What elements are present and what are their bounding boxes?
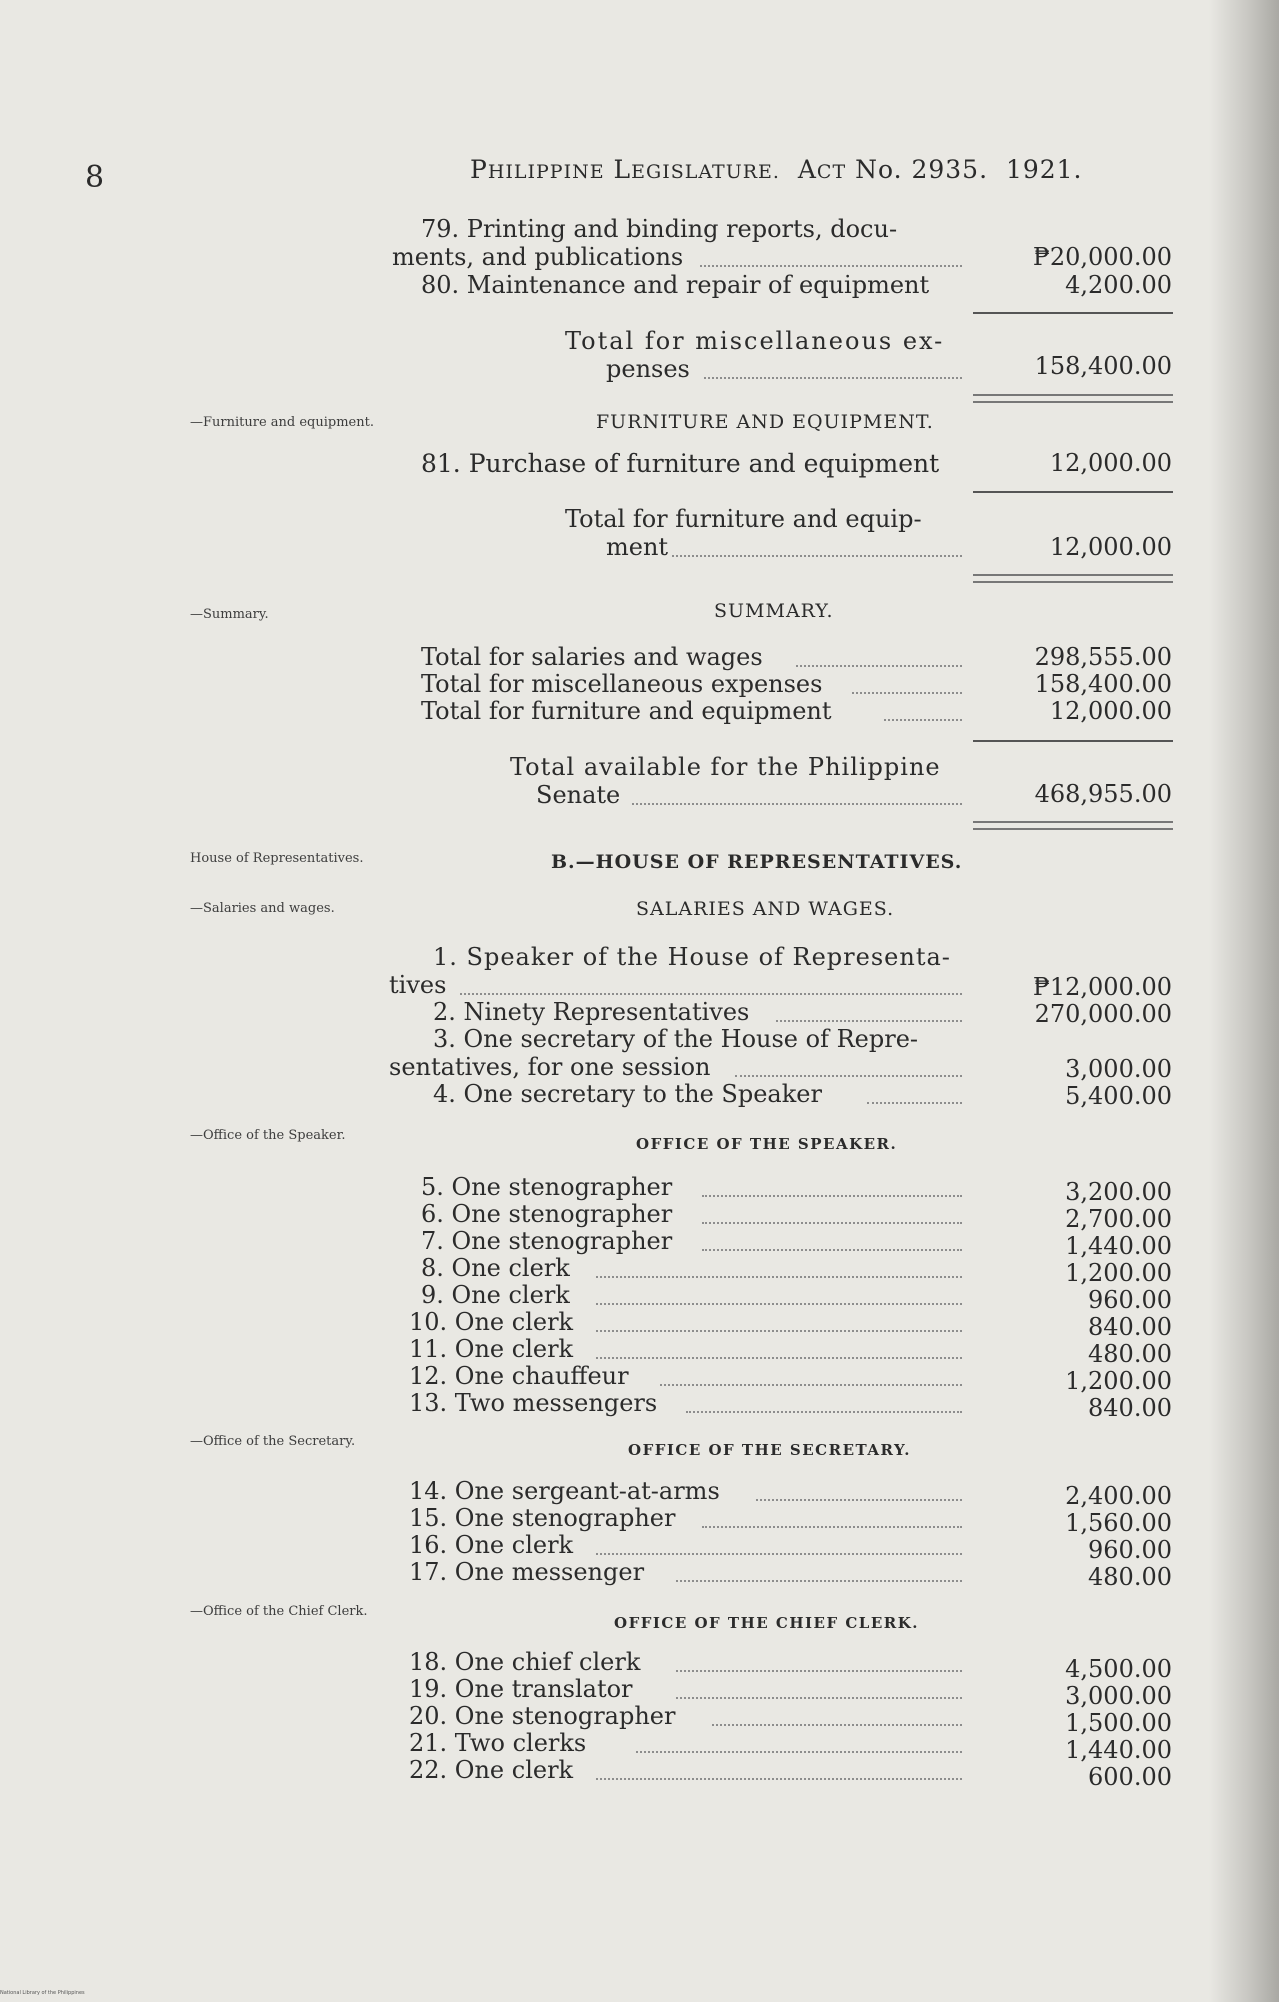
speaker-row: 11. One clerk: [409, 1335, 574, 1363]
leader-dots: [735, 1075, 962, 1077]
item-79-amount: ₱20,000.00: [1032, 243, 1172, 271]
chief-clerk-row-amount: 1,440.00: [1065, 1736, 1172, 1764]
heading-house: B.—HOUSE OF REPRESENTATIVES.: [551, 851, 963, 873]
heading-summary: SUMMARY.: [714, 600, 834, 622]
house-item-1-amount: ₱12,000.00: [1032, 973, 1172, 1001]
total-double-rule: [973, 394, 1173, 403]
summary-row-3: Total for furniture and equipment: [421, 697, 832, 725]
act-number: No. 2935.: [855, 155, 989, 184]
margin-note-salaries: —Salaries and wages.: [190, 901, 335, 916]
leader-dots: [596, 1303, 962, 1305]
leader-dots: [596, 1553, 962, 1555]
chief-clerk-row: 18. One chief clerk: [409, 1648, 641, 1676]
secretary-row-amount: 1,560.00: [1065, 1509, 1172, 1537]
chief-clerk-row: 22. One clerk: [409, 1756, 574, 1784]
house-item-4: 4. One secretary to the Speaker: [433, 1080, 822, 1108]
speaker-row: 13. Two messengers: [409, 1389, 658, 1417]
chief-clerk-row-amount: 4,500.00: [1065, 1655, 1172, 1683]
secretary-row: 17. One messenger: [409, 1558, 645, 1586]
item-81-amount: 12,000.00: [1049, 449, 1172, 477]
margin-note-chief-clerk: —Office of the Chief Clerk.: [190, 1604, 368, 1619]
margin-note-secretary: —Office of the Secretary.: [190, 1434, 356, 1449]
leader-dots: [596, 1778, 962, 1780]
speaker-row-amount: 840.00: [1088, 1313, 1172, 1341]
leader-dots: [867, 1102, 962, 1104]
year: 1921.: [1005, 155, 1083, 184]
senate-total-amount: 468,955.00: [1034, 780, 1172, 808]
furniture-total-line1: Total for furniture and equip-: [565, 505, 922, 533]
leader-dots: [884, 719, 962, 721]
leader-dots: [702, 1222, 962, 1224]
furniture-total-amount: 12,000.00: [1049, 533, 1172, 561]
leader-dots: [676, 1670, 962, 1672]
scan-footnote: National Library of the Philippines: [0, 1990, 85, 1996]
speaker-row: 6. One stenographer: [421, 1200, 673, 1228]
speaker-row-amount: 960.00: [1088, 1286, 1172, 1314]
leader-dots: [704, 377, 962, 379]
item-79-line1: 79. Printing and binding reports, docu-: [421, 215, 898, 243]
margin-note-summary: —Summary.: [190, 607, 269, 622]
furniture-total-line2: ment: [606, 533, 669, 561]
leader-dots: [796, 665, 962, 667]
house-item-3-amount: 3,000.00: [1065, 1055, 1172, 1083]
leader-dots: [712, 1724, 962, 1726]
heading-furniture: FURNITURE AND EQUIPMENT.: [596, 411, 934, 433]
leader-dots: [702, 1249, 962, 1251]
page-number: 8: [85, 160, 105, 195]
summary-row-3-amount: 12,000.00: [1049, 697, 1172, 725]
chief-clerk-row-amount: 1,500.00: [1065, 1709, 1172, 1737]
total-double-rule: [973, 574, 1173, 583]
leader-dots: [776, 1020, 962, 1022]
item-80: 80. Maintenance and repair of equipment: [421, 271, 930, 299]
leader-dots: [756, 1499, 962, 1501]
senate-total-line2: Senate: [536, 781, 621, 809]
speaker-row: 5. One stenographer: [421, 1173, 673, 1201]
leader-dots: [596, 1330, 962, 1332]
item-79-line2: ments, and publications: [392, 243, 684, 271]
leader-dots: [676, 1580, 962, 1582]
leader-dots: [702, 1526, 962, 1528]
leader-dots: [700, 265, 962, 267]
speaker-row: 7. One stenographer: [421, 1227, 673, 1255]
leader-dots: [676, 1697, 962, 1699]
leader-dots: [852, 692, 962, 694]
secretary-row-amount: 960.00: [1088, 1536, 1172, 1564]
margin-note-furniture: —Furniture and equipment.: [190, 415, 374, 430]
chief-clerk-row: 19. One translator: [409, 1675, 633, 1703]
leader-dots: [636, 1751, 962, 1753]
leader-dots: [632, 803, 962, 805]
house-item-4-amount: 5,400.00: [1065, 1082, 1172, 1110]
house-item-1-line1: 1. Speaker of the House of Representa-: [433, 943, 951, 971]
house-item-2-amount: 270,000.00: [1034, 1000, 1172, 1028]
leader-dots: [596, 1276, 962, 1278]
leader-dots: [672, 555, 962, 557]
house-item-2: 2. Ninety Representatives: [433, 998, 750, 1026]
speaker-row-amount: 480.00: [1088, 1340, 1172, 1368]
heading-secretary-office: OFFICE OF THE SECRETARY.: [628, 1441, 911, 1459]
speaker-row-amount: 2,700.00: [1065, 1205, 1172, 1233]
chief-clerk-row-amount: 3,000.00: [1065, 1682, 1172, 1710]
speaker-row-amount: 3,200.00: [1065, 1178, 1172, 1206]
speaker-row-amount: 840.00: [1088, 1394, 1172, 1422]
secretary-row: 14. One sergeant-at-arms: [409, 1477, 720, 1505]
secretary-row: 16. One clerk: [409, 1531, 574, 1559]
speaker-row-amount: 1,200.00: [1065, 1259, 1172, 1287]
summary-row-2: Total for miscellaneous expenses: [421, 670, 823, 698]
heading-salaries: SALARIES AND WAGES.: [636, 898, 895, 920]
leader-dots: [596, 1357, 962, 1359]
speaker-row: 9. One clerk: [421, 1281, 570, 1309]
leader-dots: [660, 1384, 962, 1386]
page-edge-shadow: [1209, 0, 1279, 2002]
total-double-rule: [973, 821, 1173, 830]
heading-speaker-office: OFFICE OF THE SPEAKER.: [636, 1135, 898, 1153]
chief-clerk-row: 21. Two clerks: [409, 1729, 587, 1757]
leader-dots: [460, 993, 962, 995]
summary-row-1: Total for salaries and wages: [421, 643, 763, 671]
secretary-row-amount: 2,400.00: [1065, 1482, 1172, 1510]
item-81: 81. Purchase of furniture and equipment: [421, 449, 940, 478]
margin-note-speaker: —Office of the Speaker.: [190, 1128, 346, 1143]
chief-clerk-row: 20. One stenographer: [409, 1702, 676, 1730]
secretary-row-amount: 480.00: [1088, 1563, 1172, 1591]
speaker-row-amount: 1,200.00: [1065, 1367, 1172, 1395]
speaker-row: 8. One clerk: [421, 1254, 570, 1282]
subtotal-rule: [973, 740, 1173, 742]
item-80-amount: 4,200.00: [1065, 271, 1172, 299]
leader-dots: [686, 1411, 962, 1413]
speaker-row-amount: 1,440.00: [1065, 1232, 1172, 1260]
secretary-row: 15. One stenographer: [409, 1504, 676, 1532]
summary-row-1-amount: 298,555.00: [1034, 643, 1172, 671]
misc-total-amount: 158,400.00: [1034, 352, 1172, 380]
leader-dots: [702, 1195, 962, 1197]
heading-chief-clerk-office: OFFICE OF THE CHIEF CLERK.: [614, 1614, 919, 1632]
summary-row-2-amount: 158,400.00: [1034, 670, 1172, 698]
subtotal-rule: [973, 312, 1173, 314]
chief-clerk-row-amount: 600.00: [1088, 1763, 1172, 1791]
misc-total-line2: penses: [606, 355, 690, 383]
margin-note-house: House of Representatives.: [190, 851, 364, 866]
senate-total-line1: Total available for the Philippine: [510, 753, 941, 781]
running-header: PHILIPPINE LEGISLATURE. ACT No. 2935. 1921.: [470, 155, 1083, 184]
speaker-row: 12. One chauffeur: [409, 1362, 629, 1390]
house-item-3-line2: sentatives, for one session: [389, 1053, 711, 1081]
misc-total-line1: Total for miscellaneous ex-: [565, 327, 945, 355]
house-item-1-line2: tives: [389, 971, 447, 999]
house-item-3-line1: 3. One secretary of the House of Repre-: [433, 1025, 919, 1053]
speaker-row: 10. One clerk: [409, 1308, 574, 1336]
subtotal-rule: [973, 491, 1173, 493]
